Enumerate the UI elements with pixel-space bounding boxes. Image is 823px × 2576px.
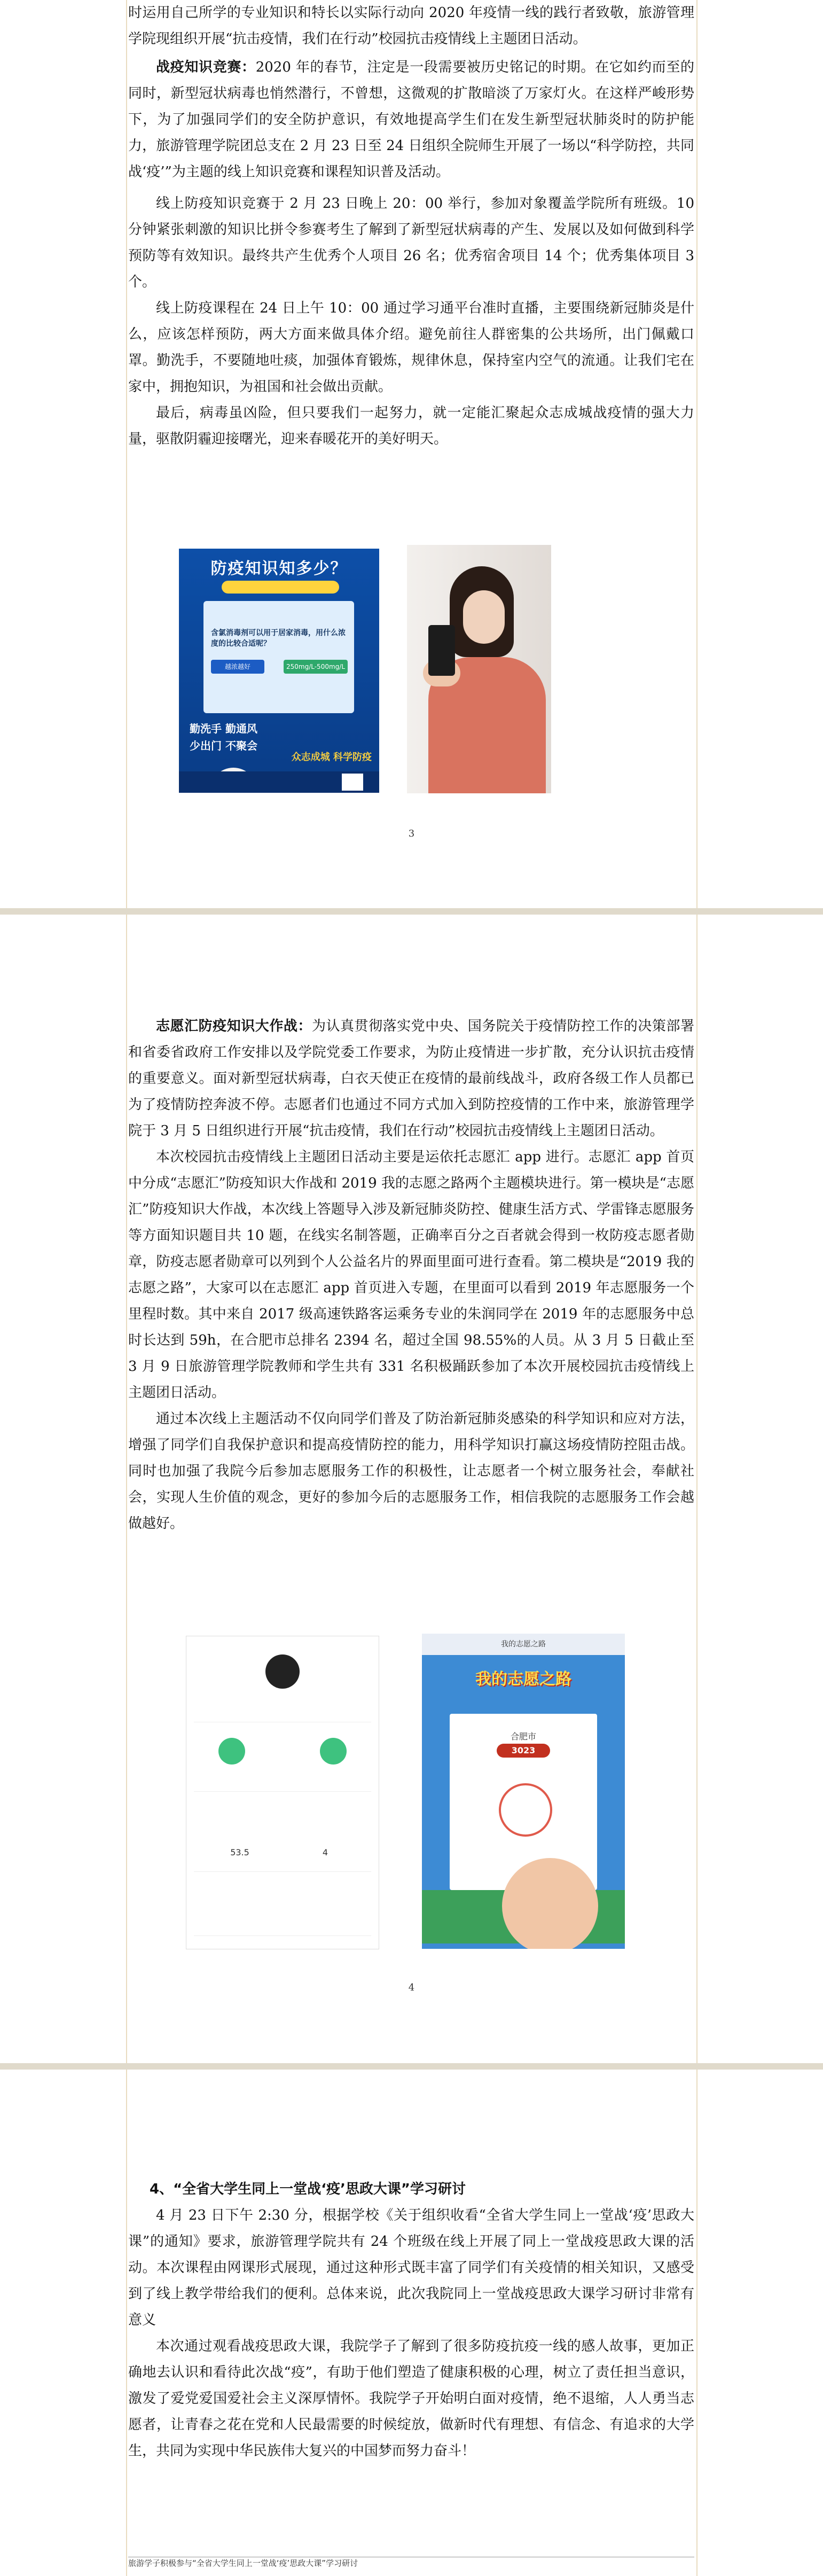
poster-tag (222, 581, 339, 594)
page-4-text (128, 1013, 694, 1537)
poster-slogan-3: 众志成城 科学防疫 (291, 752, 372, 763)
paragraph: 本次校园抗击疫情线上主题团日活动主要是运依托志愿汇 app 进行。志愿汇 app 首页中分成“志愿汇”防疫知识大作战和 2019 我的志愿之路两个主题模块进行。第一模块是“志愿汇”防疫知识大作战，本次线上答题导入涉及新冠肺炎防控、健康生活方式、学雷锋志愿服务等方面知识题目共 10 题，在线实名制答题，正确率百分之百者就会得到一枚防疫志愿者勋章，防疫志愿者勋章可以列到个人公益名片的界面里面可进行查看。第二模块是“2019 我的志愿之路”，大家可以在志愿汇 app 首页进入专题，在里面可以看到 2019 年志愿服务一个里程时数。其中来自 2017 级高速铁路客运乘务专业的朱润同学在 2019 年的志愿服务中总时长达到 59h，在合肥市总排名 2394 名，超过全国 98.55%的人员。从 3 月 5 日截止至 3 月 9 日旅游管理学院教师和学生共有 331 名积极踊跃参加了本次开展校园抗击疫情线上主题团日活动。 (128, 1149, 694, 1401)
green-icon (320, 1738, 347, 1765)
margin-line-left (126, 2070, 127, 2576)
epidemic-knowledge-poster (179, 549, 379, 793)
margin-line-right (696, 0, 697, 908)
paragraph: 时运用自己所学的专业知识和特长以实际行动向 2020 年疫情一线的践行者致敬，旅游管理学院现组织开展“抗击疫情，我们在行动”校园抗击疫情线上主题团日活动。 (128, 5, 694, 47)
quiz-option-2: 250mg/L-500mg/L (284, 660, 348, 674)
page-divider (0, 908, 823, 915)
section-heading: 志愿汇防疫知识大作战： (156, 1018, 312, 1034)
avatar (265, 1654, 300, 1689)
volunteer-app-profile-screenshot (186, 1636, 379, 1949)
page-divider (0, 2063, 823, 2070)
poster-title: 防疫知识知多少？ (210, 559, 348, 578)
image-caption: 旅游学子积极参与“全省大学生同上一堂战‘疫’思政大课”学习研讨 (128, 2557, 694, 2573)
paragraph: 战疫知识竞赛：2020 年的春节，注定是一段需要被历史铭记的时期。在它如约而至的同时，新型冠状病毒也悄然潜行，不曾想，这微观的扩散暗淡了万家灯火。在这样严峻形势下，为了加强同学们的安全防护意识，有效地提高学生们在发生新型冠状肺炎时的防护能力，旅游管理学院团总支在 2 月 23 日至 24 日组织全院师生开展了一场以“科学防控，共同战‘疫’”为主题的线上知识竞赛和课程知识普及活动。 (128, 59, 694, 180)
page-3-text (128, 0, 694, 452)
face (463, 590, 505, 644)
paragraph: 志愿汇防疫知识大作战：为认真贯彻落实党中央、国务院关于疫情防控工作的决策部署和省委省政府工作安排以及学院党委工作要求，为防止疫情进一步扩散，充分认识抗击疫情的重要意义。面对新型冠状病毒，白衣天使正在疫情的最前线战斗，政府各级工作人员都已为了疫情防控奔波不停。志愿者们也通过不同方式加入到防控疫情的工作中来，旅游管理学院于 3 月 5 日组织进行开展“抗击疫情，我们在行动”校园抗击疫情线上主题团日活动。 (128, 1018, 694, 1139)
quiz-option-1: 越浓越好 (211, 660, 264, 674)
page-5-text (128, 2176, 694, 2464)
stat-hours: 53.5 (230, 1847, 249, 1857)
green-icon (218, 1738, 245, 1765)
margin-line-left (126, 915, 127, 2063)
quiz-card (203, 601, 354, 713)
qr-code-icon (342, 774, 363, 791)
paragraph: 最后，病毒虽凶险，但只要我们一起努力，就一定能汇聚起众志成城战疫情的强大力量，驱散阴霾迎接曙光，迎来春暖花开的美好明天。 (128, 405, 694, 447)
document-page-5 (0, 2070, 823, 2576)
city-label: 合肥市 (510, 1731, 536, 1742)
paragraph: 通过本次线上主题活动不仅向同学们普及了防治新冠肺炎感染的科学知识和应对方法，增强了同学们自我保护意识和提高疫情防控的能力，用科学知识打赢这场疫情防控阻击战。同时也加强了我院今后参加志愿服务工作的积极性，让志愿者一个树立服务社会，奉献社会，实现人生价值的观念，更好的参加今后的志愿服务工作，相信我院的志愿服务工作会越做越好。 (128, 1411, 694, 1532)
margin-line-left (126, 0, 127, 908)
phone-icon (428, 625, 455, 676)
stat-count: 4 (322, 1847, 328, 1857)
stamp-icon (499, 1783, 552, 1837)
paragraph: 线上防疫课程在 24 日上午 10：00 通过学习通平台准时直播，主要围绕新冠肺炎是什么，应该怎样预防，两大方面来做具体介绍。避免前往人群密集的公共场所，出门佩戴口罩。勤洗手，不要随地吐痰，加强体育锻炼，规律休息，保持室内空气的流通。让我们宅在家中，拥抱知识，为祖国和社会做出贡献。 (128, 300, 694, 395)
document-page-4 (0, 915, 823, 2063)
volunteer-journey-screenshot (422, 1634, 625, 1949)
document-page-3 (0, 0, 823, 908)
student-phone-photo (407, 545, 551, 793)
section-heading: 4、“全省大学生同上一堂战‘疫’思政大课”学习研讨 (150, 2181, 466, 2197)
hand (502, 1858, 598, 1949)
margin-line-right (696, 915, 697, 2063)
paragraph: 线上防疫知识竞赛于 2 月 23 日晚上 20：00 举行，参加对象覆盖学院所有班级。10 分钟紧张刺激的知识比拼令参赛考生了解到了新型冠状病毒的产生、发展以及如何做到科学预防等有效知识。最终共产生优秀个人项目 26 名；优秀宿舍项目 14 个；优秀集体项目 3 个。 (128, 196, 694, 290)
poster-slogan-1: 勤洗手 勤通风 (190, 722, 257, 735)
app-topbar: 我的志愿之路 (422, 1634, 625, 1655)
margin-line-right (696, 2070, 697, 2576)
page-number: 4 (408, 1982, 415, 1993)
page-number: 3 (408, 828, 415, 839)
paragraph: 本次通过观看战疫思政大课，我院学子了解到了很多防疫抗疫一线的感人故事，更加正确地去认识和看待此次战“疫”，有助于他们塑造了健康积极的心理，树立了责任担当意识，激发了爱党爱国爱社会主义深厚情怀。我院学子开始明白面对疫情，绝不退缩，人人勇当志愿者，让青春之花在党和人民最需要的时候绽放，做新时代有理想、有信念、有追求的大学生，共同为实现中华民族伟大复兴的中国梦而努力奋斗！ (128, 2338, 694, 2459)
poster-slogan-2: 少出门 不聚会 (190, 739, 257, 752)
journey-banner: 我的志愿之路 (475, 1670, 571, 1689)
section-heading: 战疫知识竞赛： (156, 59, 256, 75)
paragraph: 4 月 23 日下午 2:30 分，根据学校《关于组织收看“全省大学生同上一堂战‘疫’思政大课”的通知》要求，旅游管理学院共有 24 个班级在线上开展了同上一堂战疫思政大课的活动。本次课程由网课形式展现，通过这种形式既丰富了同学们有关疫情的相关知识，又感受到了线上教学带给我们的便利。总体来说，此次我院同上一堂战疫思政大课学习研讨非常有意义 (128, 2207, 694, 2328)
certificate-card (450, 1714, 597, 1890)
quiz-question: 含氯消毒剂可以用于居家消毒，用什么浓度的比较合适呢？ (211, 629, 346, 648)
rank-badge: 3023 (497, 1744, 550, 1758)
